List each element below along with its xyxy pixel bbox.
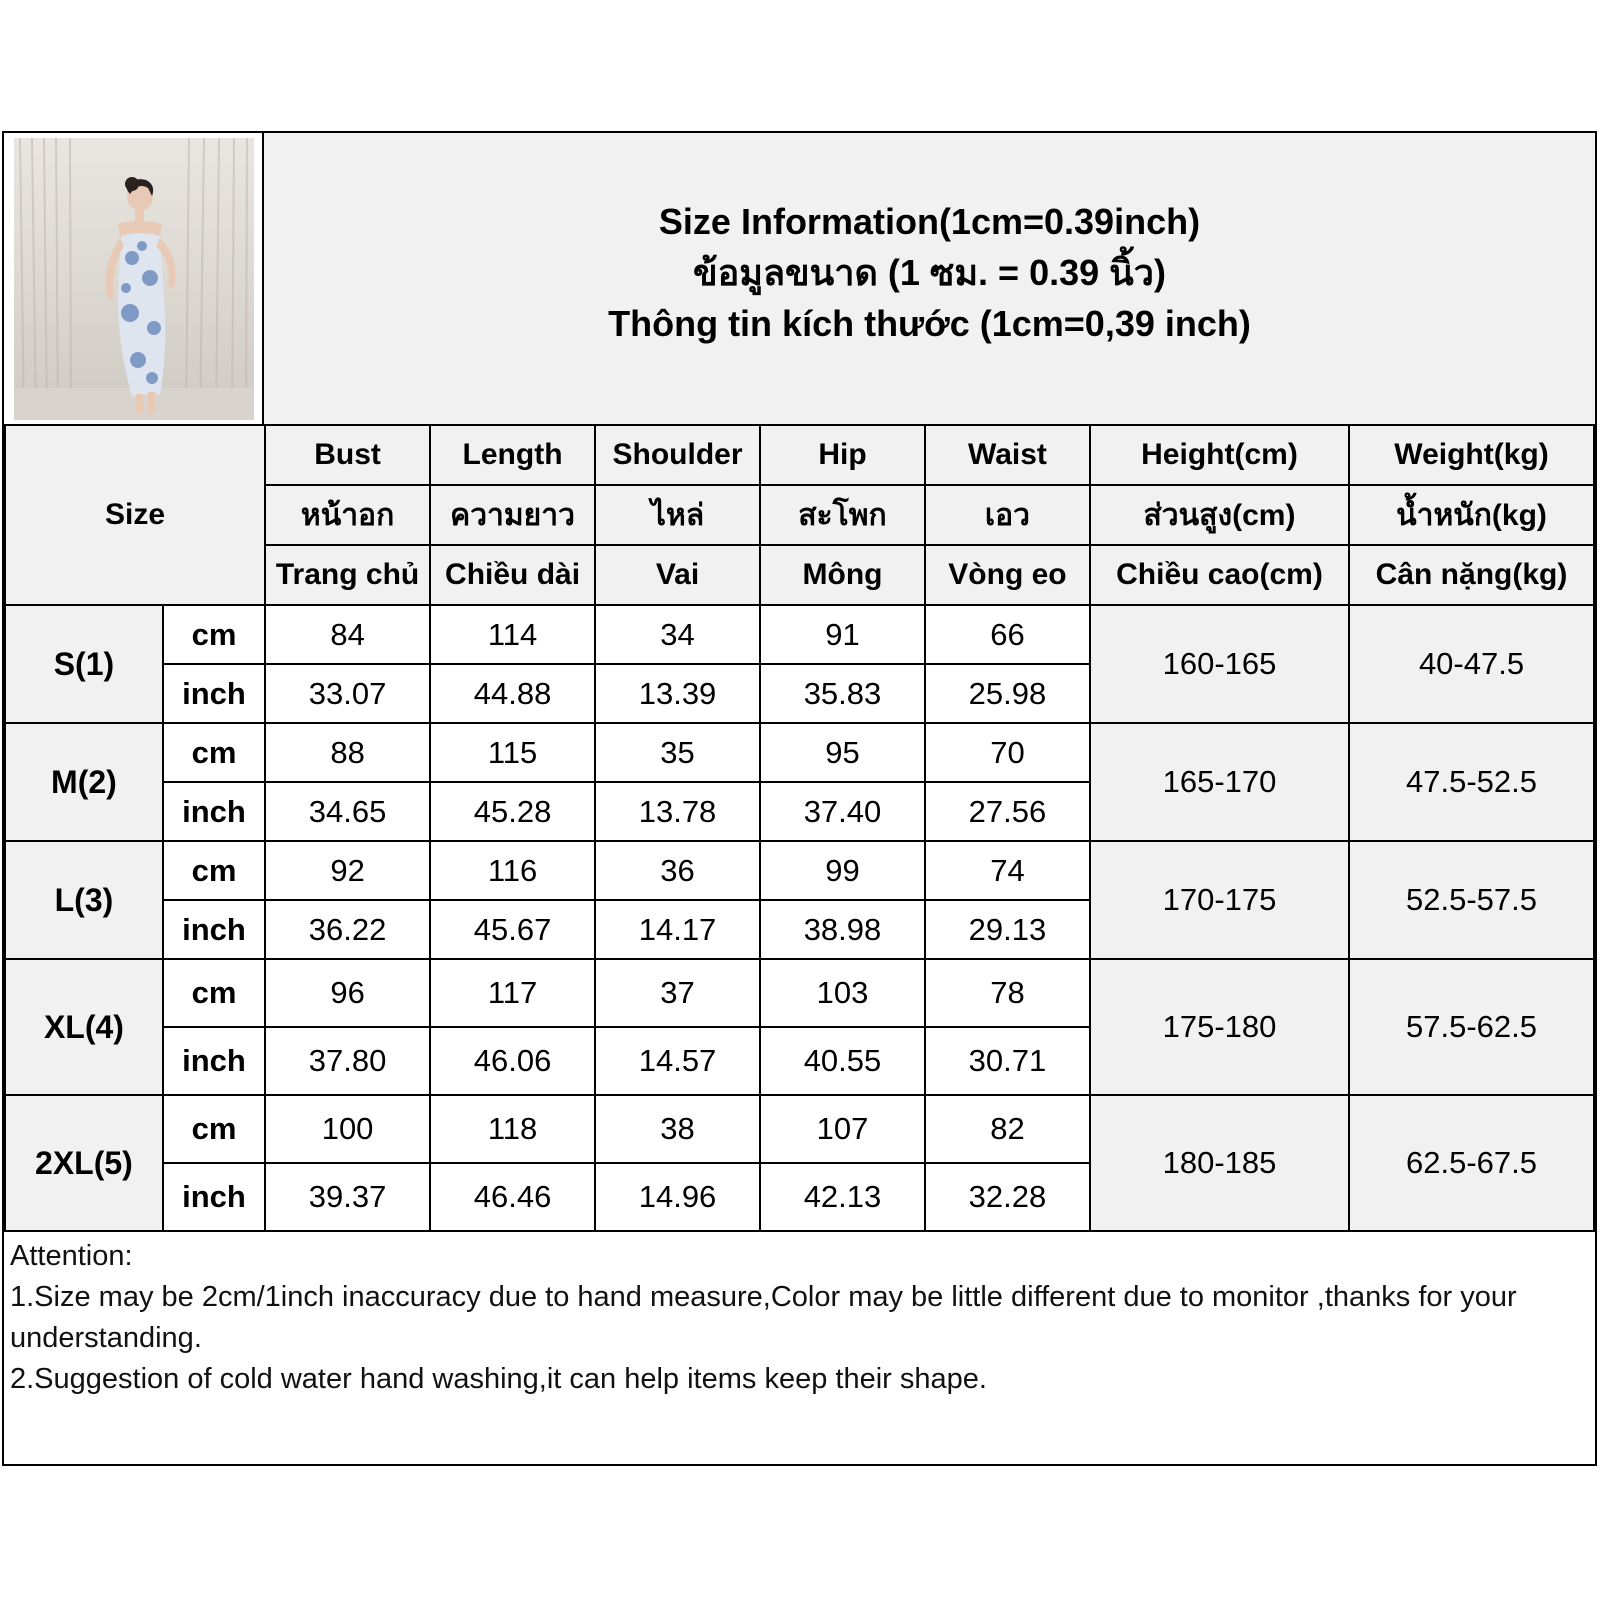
measurement-cell: 14.96 (595, 1163, 760, 1231)
height-range: 175-180 (1090, 959, 1349, 1095)
weight-range: 40-47.5 (1349, 605, 1594, 723)
size-label: L(3) (5, 841, 163, 959)
column-header: Vòng eo (925, 545, 1090, 605)
measurement-cell: 36.22 (265, 900, 430, 959)
measurement-cell: 78 (925, 959, 1090, 1027)
size-label: XL(4) (5, 959, 163, 1095)
unit-label: cm (163, 841, 265, 900)
size-label: S(1) (5, 605, 163, 723)
height-range: 160-165 (1090, 605, 1349, 723)
column-header: Cân nặng(kg) (1349, 545, 1594, 605)
measurement-cell: 114 (430, 605, 595, 664)
column-header: เอว (925, 485, 1090, 545)
measurement-cell: 34.65 (265, 782, 430, 841)
column-header: Waist (925, 425, 1090, 485)
measurement-cell: 44.88 (430, 664, 595, 723)
size-table (4, 424, 1595, 1232)
note-line-2: 2.Suggestion of cold water hand washing,it can help items keep their shape. (10, 1363, 987, 1395)
unit-label: inch (163, 664, 265, 723)
unit-label: inch (163, 782, 265, 841)
weight-range: 52.5-57.5 (1349, 841, 1594, 959)
measurement-cell: 35.83 (760, 664, 925, 723)
measurement-cell: 100 (265, 1095, 430, 1163)
note-line-1: 1.Size may be 2cm/1inch inaccuracy due to hand measure,Color may be little different due to monitor ,thanks for your understanding. (10, 1281, 1525, 1354)
unit-label: inch (163, 900, 265, 959)
column-header: ไหล่ (595, 485, 760, 545)
size-chart (2, 131, 1597, 1466)
measurement-cell: 37 (595, 959, 760, 1027)
height-range: 180-185 (1090, 1095, 1349, 1231)
measurement-cell: 32.28 (925, 1163, 1090, 1231)
size-row-cm (5, 841, 1594, 900)
size-row-cm (5, 605, 1594, 664)
measurement-cell: 33.07 (265, 664, 430, 723)
unit-label: inch (163, 1163, 265, 1231)
measurement-cell: 38 (595, 1095, 760, 1163)
measurement-cell: 96 (265, 959, 430, 1027)
measurement-cell: 117 (430, 959, 595, 1027)
measurement-cell: 36 (595, 841, 760, 900)
column-header: หน้าอก (265, 485, 430, 545)
column-header: Hip (760, 425, 925, 485)
column-header: Height(cm) (1090, 425, 1349, 485)
measurement-cell: 46.06 (430, 1027, 595, 1095)
measurement-cell: 30.71 (925, 1027, 1090, 1095)
column-header: Mông (760, 545, 925, 605)
measurement-cell: 70 (925, 723, 1090, 782)
size-heading: Size (5, 425, 265, 605)
measurement-cell: 99 (760, 841, 925, 900)
column-header: Chiều cao(cm) (1090, 545, 1349, 605)
measurement-cell: 42.13 (760, 1163, 925, 1231)
column-header: Chiều dài (430, 545, 595, 605)
measurement-cell: 95 (760, 723, 925, 782)
measurement-cell: 91 (760, 605, 925, 664)
measurement-cell: 46.46 (430, 1163, 595, 1231)
weight-range: 62.5-67.5 (1349, 1095, 1594, 1231)
unit-label: cm (163, 1095, 265, 1163)
measurement-cell: 45.67 (430, 900, 595, 959)
measurement-cell: 82 (925, 1095, 1090, 1163)
size-row-cm (5, 959, 1594, 1027)
measurement-cell: 37.40 (760, 782, 925, 841)
measurement-cell: 84 (265, 605, 430, 664)
measurement-cell: 37.80 (265, 1027, 430, 1095)
height-range: 170-175 (1090, 841, 1349, 959)
measurement-cell: 13.78 (595, 782, 760, 841)
attention-notes (10, 1236, 1580, 1400)
size-row-cm (5, 1095, 1594, 1163)
height-range: 165-170 (1090, 723, 1349, 841)
title-vietnamese: Thông tin kích thước (1cm=0,39 inch) (608, 303, 1251, 344)
measurement-cell: 35 (595, 723, 760, 782)
column-header: สะโพก (760, 485, 925, 545)
unit-label: cm (163, 723, 265, 782)
measurement-cell: 14.57 (595, 1027, 760, 1095)
measurement-cell: 66 (925, 605, 1090, 664)
measurement-cell: 45.28 (430, 782, 595, 841)
column-header: Bust (265, 425, 430, 485)
weight-range: 47.5-52.5 (1349, 723, 1594, 841)
measurement-cell: 115 (430, 723, 595, 782)
measurement-cell: 25.98 (925, 664, 1090, 723)
model-image (14, 138, 254, 420)
measurement-cell: 14.17 (595, 900, 760, 959)
size-row-cm (5, 723, 1594, 782)
weight-range: 57.5-62.5 (1349, 959, 1594, 1095)
measurement-cell: 118 (430, 1095, 595, 1163)
unit-label: inch (163, 1027, 265, 1095)
unit-label: cm (163, 605, 265, 664)
column-header: ความยาว (430, 485, 595, 545)
column-header: ส่วนสูง(cm) (1090, 485, 1349, 545)
column-header: Length (430, 425, 595, 485)
measurement-cell: 27.56 (925, 782, 1090, 841)
measurement-cell: 116 (430, 841, 595, 900)
measurement-cell: 29.13 (925, 900, 1090, 959)
notes-heading: Attention: (10, 1240, 133, 1272)
measurement-cell: 107 (760, 1095, 925, 1163)
title-thai: ข้อมูลขนาด (1 ซม. = 0.39 นิ้ว) (693, 252, 1166, 293)
unit-label: cm (163, 959, 265, 1027)
measurement-cell: 74 (925, 841, 1090, 900)
measurement-cell: 40.55 (760, 1027, 925, 1095)
measurement-cell: 103 (760, 959, 925, 1027)
column-header: Weight(kg) (1349, 425, 1594, 485)
measurement-cell: 34 (595, 605, 760, 664)
column-header: Shoulder (595, 425, 760, 485)
measurement-cell: 92 (265, 841, 430, 900)
header-row-english (5, 425, 1594, 485)
column-header: Vai (595, 545, 760, 605)
measurement-cell: 88 (265, 723, 430, 782)
size-label: M(2) (5, 723, 163, 841)
measurement-cell: 13.39 (595, 664, 760, 723)
measurement-cell: 38.98 (760, 900, 925, 959)
measurement-cell: 39.37 (265, 1163, 430, 1231)
title-panel (262, 133, 1595, 424)
title-english: Size Information(1cm=0.39inch) (658, 201, 1201, 242)
product-photo (14, 138, 254, 420)
column-header: Trang chủ (265, 545, 430, 605)
size-label: 2XL(5) (5, 1095, 163, 1231)
column-header: น้ำหนัก(kg) (1349, 485, 1594, 545)
